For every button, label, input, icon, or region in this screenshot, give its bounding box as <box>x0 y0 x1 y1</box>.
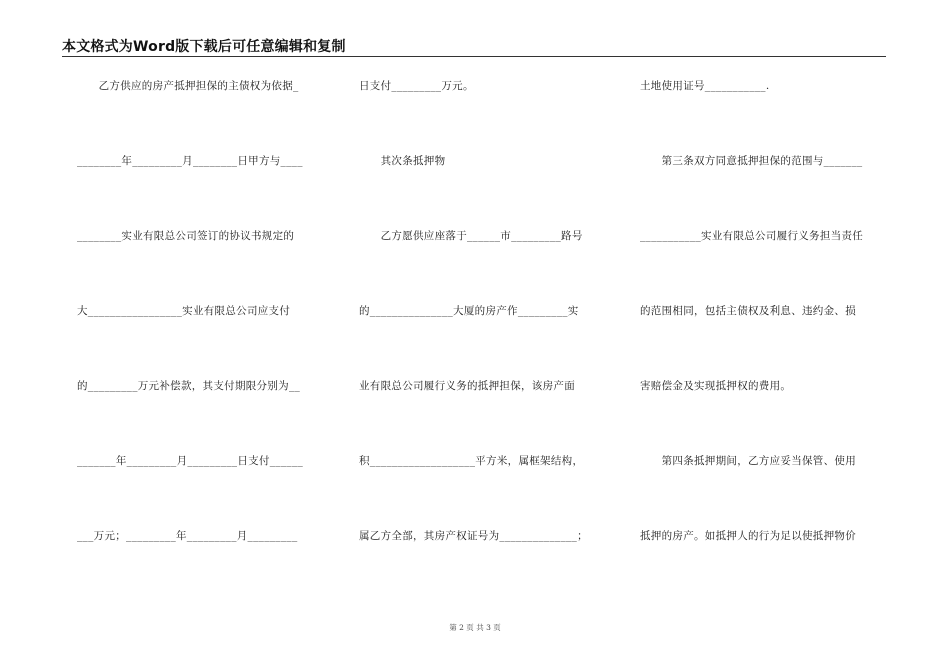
text-line: 第四条抵押期间，乙方应妥当保管、使用 <box>640 455 856 467</box>
text-line: 业有限总公司履行义务的抵押担保，该房产面 <box>359 380 575 392</box>
text-line: 乙方供应的房产抵押担保的主债权为依据_ <box>77 80 299 92</box>
text-line: ________年_________月________日甲方与____ <box>77 155 303 167</box>
text-line: 大_________________实业有限总公司应支付 <box>77 305 291 317</box>
text-line: 的范围相同，包括主债权及利息、违约金、损 <box>640 305 856 317</box>
header-title: 本文格式为Word版下载后可任意编辑和复制 <box>62 39 346 55</box>
text-line: ___万元；_________年_________月_________ <box>77 530 298 542</box>
text-line: 土地使用证号___________. <box>640 80 770 92</box>
text-line: 抵押的房产。如抵押人的行为足以使抵押物价 <box>640 530 856 542</box>
text-line: 的_______________大厦的房产作_________实 <box>359 305 579 317</box>
text-line: 日支付_________万元。 <box>359 80 474 92</box>
text-line: 其次条抵押物 <box>359 155 446 167</box>
text-line: 属乙方全部，其房产权证号为______________； <box>359 530 588 542</box>
text-line: 第三条双方同意抵押担保的范围与_______ <box>640 155 863 167</box>
text-line: 的_________万元补偿款，其支付期限分别为__ <box>77 380 301 392</box>
page-number: 第 2 页 共 3 页 <box>449 623 501 632</box>
text-line: 乙方愿供应座落于______市_________路号 <box>359 230 583 242</box>
text-line: ________实业有限总公司签订的协议书规定的 <box>77 230 295 242</box>
page-header <box>62 36 886 57</box>
text-line: _______年_________月_________日支付______ <box>77 455 304 467</box>
text-line: 害赔偿金及实现抵押权的费用。 <box>640 380 792 392</box>
text-line: 积___________________平方米，属框架结构， <box>359 455 584 467</box>
text-line: ___________实业有限总公司履行义务担当责任 <box>640 230 864 242</box>
